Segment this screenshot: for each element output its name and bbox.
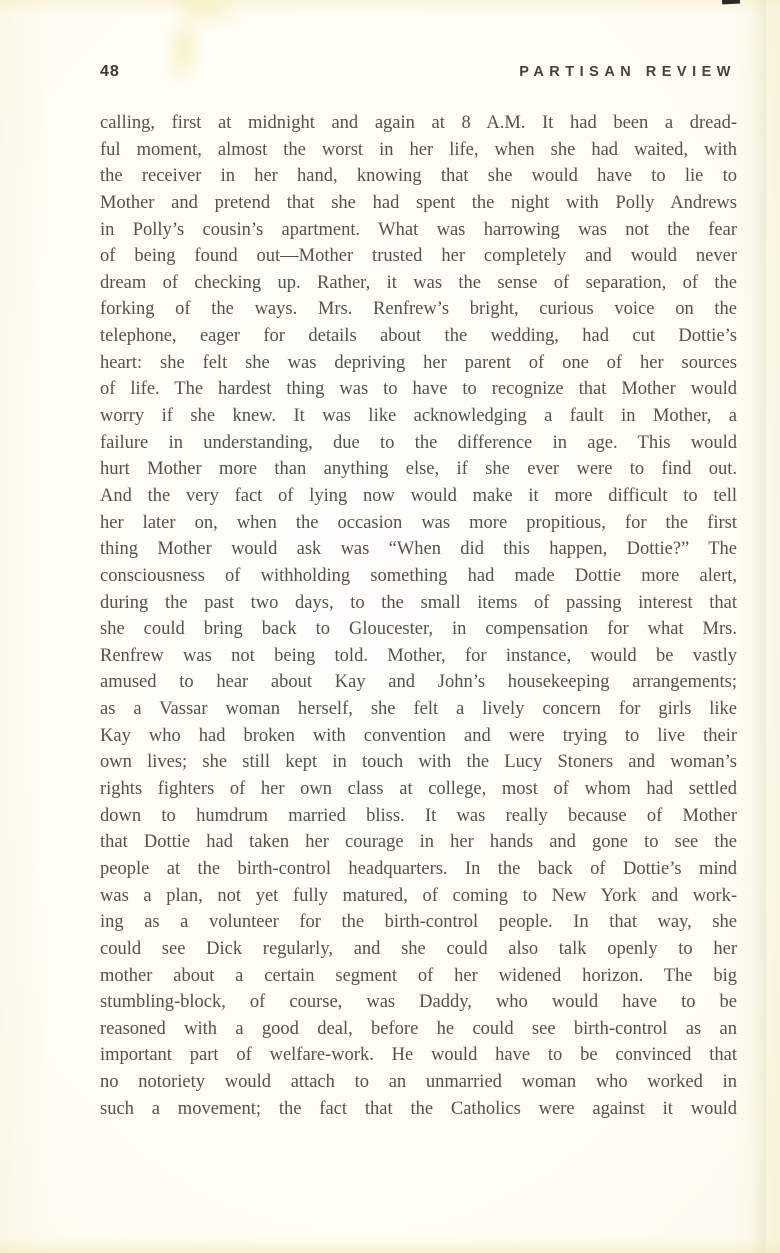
text-line: And the very fact of lying now would make it more difficult to tell bbox=[100, 485, 737, 506]
text-line: thing Mother would ask was “When did this happen, Dottie?” The bbox=[100, 539, 737, 560]
text-line: dream of checking up. Rather, it was the sense of separation, of the bbox=[100, 272, 737, 293]
text-line: of life. The hardest thing was to have to recognize that Mother would bbox=[100, 379, 737, 400]
text-line: heart: she felt she was depriving her parent of one of her sources bbox=[100, 352, 737, 373]
text-line: rights fighters of her own class at college, most of whom had settled bbox=[100, 779, 737, 800]
text-line: down to humdrum married bliss. It was really because of Mother bbox=[100, 805, 737, 826]
text-line: she could bring back to Gloucester, in compensation for what Mrs. bbox=[100, 619, 737, 640]
running-header bbox=[100, 63, 736, 81]
journal-title: PARTISAN REVIEW bbox=[519, 64, 736, 80]
text-line: Renfrew was not being told. Mother, for instance, would be vastly bbox=[100, 645, 737, 666]
text-line: reasoned with a good deal, before he could see birth-control as an bbox=[100, 1018, 737, 1039]
paper-stain bbox=[133, 0, 257, 102]
text-line: hurt Mother more than anything else, if she ever were to find out. bbox=[100, 459, 737, 480]
text-line: was a plan, not yet fully matured, of coming to New York and work- bbox=[100, 885, 737, 906]
text-line: could see Dick regularly, and she could also talk openly to her bbox=[100, 938, 737, 959]
text-line: ful moment, almost the worst in her life, when she had waited, with bbox=[100, 139, 737, 160]
text-line: stumbling-block, of course, was Daddy, who would have to be bbox=[100, 992, 737, 1013]
text-line: during the past two days, to the small items of passing interest that bbox=[100, 592, 737, 613]
text-line: consciousness of withholding something had made Dottie more alert, bbox=[100, 565, 737, 586]
text-line: of being found out—Mother trusted her completely and would never bbox=[100, 246, 737, 267]
text-line: worry if she knew. It was like acknowledging a fault in Mother, a bbox=[100, 406, 737, 427]
text-line: no notoriety would attach to an unmarried woman who worked in bbox=[100, 1072, 737, 1093]
text-line: calling, first at midnight and again at 8 A.M. It had been a dread- bbox=[100, 113, 737, 133]
scan-artifact-mark bbox=[722, 0, 740, 4]
text-line: the receiver in her hand, knowing that she would have to lie to bbox=[100, 166, 737, 187]
page-number: 48 bbox=[100, 63, 120, 80]
text-line: own lives; she still kept in touch with the Lucy Stoners and woman’s bbox=[100, 752, 737, 773]
text-line: that Dottie had taken her courage in her hands and gone to see the bbox=[100, 832, 737, 853]
text-line: amused to hear about Kay and John’s housekeeping arrangements; bbox=[100, 672, 737, 693]
text-line: Kay who had broken with convention and were trying to live their bbox=[100, 725, 737, 746]
text-line: in Polly’s cousin’s apartment. What was harrowing was not the fear bbox=[100, 219, 737, 240]
text-line: telephone, eager for details about the wedding, had cut Dottie’s bbox=[100, 326, 737, 347]
text-line: forking of the ways. Mrs. Renfrew’s bright, curious voice on the bbox=[100, 299, 737, 320]
text-line: her later on, when the occasion was more propitious, for the first bbox=[100, 512, 737, 533]
text-line: ing as a volunteer for the birth-control people. In that way, she bbox=[100, 912, 737, 933]
body-text-block bbox=[100, 110, 737, 1122]
text-line: important part of welfare-work. He would have to be convinced that bbox=[100, 1045, 737, 1066]
text-line: failure in understanding, due to the difference in age. This would bbox=[100, 432, 737, 453]
text-line: as a Vassar woman herself, she felt a lively concern for girls like bbox=[100, 699, 737, 720]
page-curvature-shade bbox=[752, 0, 766, 1253]
text-line: people at the birth-control headquarters. In the back of Dottie’s mind bbox=[100, 858, 737, 879]
text-line: such a movement; the fact that the Catholics were against it would bbox=[100, 1098, 737, 1119]
text-line: Mother and pretend that she had spent the night with Polly Andrews bbox=[100, 192, 737, 213]
text-line: mother about a certain segment of her widened horizon. The big bbox=[100, 965, 737, 986]
